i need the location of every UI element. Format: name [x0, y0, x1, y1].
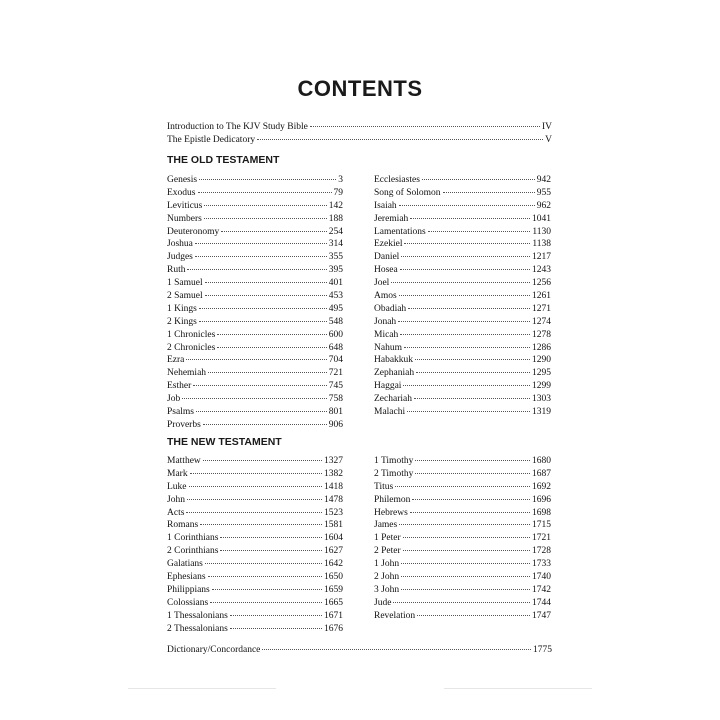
- toc-entry-page: 1728: [532, 546, 551, 557]
- toc-entry-title: 1 Corinthians: [167, 533, 219, 544]
- toc-entry-page: 1642: [324, 559, 343, 570]
- toc-entry[interactable]: [374, 558, 551, 571]
- dot-leader: [417, 615, 530, 616]
- toc-entry-title: 1 Peter: [374, 533, 401, 544]
- dot-leader: [193, 385, 326, 386]
- old-testament-heading: THE OLD TESTAMENT: [167, 154, 280, 166]
- toc-entry-page: 801: [328, 407, 343, 418]
- toc-entry-page: 955: [536, 187, 551, 198]
- toc-entry[interactable]: [167, 494, 343, 507]
- toc-entry-title: Mark: [167, 468, 188, 479]
- toc-entry-title: 1 Samuel: [167, 278, 203, 289]
- toc-entry-page: 1278: [532, 329, 551, 340]
- toc-entry[interactable]: [167, 277, 343, 290]
- toc-entry[interactable]: [167, 455, 343, 468]
- toc-entry-title: 2 John: [374, 572, 400, 583]
- toc-entry-title: Isaiah: [374, 200, 397, 211]
- toc-entry[interactable]: [167, 329, 343, 342]
- toc-entry[interactable]: [374, 354, 551, 367]
- toc-entry-page: 600: [328, 329, 343, 340]
- toc-entry[interactable]: [374, 174, 551, 187]
- toc-entry[interactable]: [167, 134, 552, 147]
- dot-leader: [410, 218, 530, 219]
- dot-leader: [395, 486, 530, 487]
- dot-leader: [401, 589, 530, 590]
- toc-entry[interactable]: [374, 213, 551, 226]
- toc-entry-page: 1523: [324, 507, 343, 518]
- toc-entry-title: Hosea: [374, 265, 398, 276]
- toc-entry-page: 1271: [532, 303, 551, 314]
- toc-entry-title: Nahum: [374, 342, 402, 353]
- new-testament-heading: THE NEW TESTAMENT: [167, 436, 282, 448]
- toc-entry[interactable]: [374, 468, 551, 481]
- dot-leader: [182, 398, 327, 399]
- toc-entry[interactable]: [167, 238, 343, 251]
- dot-leader: [399, 524, 530, 525]
- toc-entry[interactable]: [167, 187, 343, 200]
- toc-entry[interactable]: [374, 187, 551, 200]
- toc-entry-title: Acts: [167, 507, 185, 518]
- toc-entry-page: 704: [328, 355, 343, 366]
- toc-entry-page: 1604: [324, 533, 343, 544]
- toc-entry-page: 1130: [532, 226, 551, 237]
- dot-leader: [410, 512, 530, 513]
- old-testament-left-column: [167, 174, 343, 432]
- dot-leader: [186, 359, 326, 360]
- dot-leader: [203, 460, 322, 461]
- toc-entry-page: 1698: [532, 507, 551, 518]
- toc-entry[interactable]: [167, 584, 343, 597]
- dot-leader: [404, 243, 530, 244]
- toc-entry-title: Luke: [167, 481, 187, 492]
- dot-leader: [195, 256, 327, 257]
- dot-leader: [190, 473, 322, 474]
- dot-leader: [195, 243, 327, 244]
- dot-leader: [310, 126, 540, 127]
- toc-entry[interactable]: [374, 226, 551, 239]
- toc-entry-title: Psalms: [167, 407, 194, 418]
- dot-leader: [400, 269, 530, 270]
- toc-entry[interactable]: [167, 610, 343, 623]
- dot-leader: [391, 282, 530, 283]
- dot-leader: [205, 282, 327, 283]
- toc-entry-title: Obadiah: [374, 303, 407, 314]
- toc-entry[interactable]: [167, 519, 343, 532]
- footer-rule-right: [444, 688, 592, 689]
- toc-entry[interactable]: [167, 290, 343, 303]
- toc-entry[interactable]: [374, 545, 551, 558]
- dot-leader: [199, 321, 327, 322]
- toc-entry-title: Esther: [167, 381, 192, 392]
- toc-entry-title: Hebrews: [374, 507, 408, 518]
- toc-entry-page: 1478: [324, 494, 343, 505]
- toc-entry-page: 1692: [532, 481, 551, 492]
- toc-entry[interactable]: [374, 238, 551, 251]
- toc-entry[interactable]: [374, 277, 551, 290]
- toc-entry[interactable]: [374, 455, 551, 468]
- toc-entry[interactable]: [167, 419, 343, 432]
- toc-entry-title: Jeremiah: [374, 213, 409, 224]
- dot-leader: [400, 334, 530, 335]
- toc-entry-page: 1671: [324, 610, 343, 621]
- toc-entry-page: 942: [536, 175, 551, 185]
- toc-entry-page: 1261: [532, 291, 551, 302]
- dot-leader: [217, 334, 326, 335]
- dot-leader: [415, 473, 530, 474]
- toc-entry-title: 2 Thessalonians: [167, 623, 228, 634]
- toc-entry[interactable]: [374, 380, 551, 393]
- toc-entry[interactable]: [374, 597, 551, 610]
- dot-leader: [408, 308, 530, 309]
- toc-entry-title: Philemon: [374, 494, 411, 505]
- dot-leader: [257, 139, 543, 140]
- toc-entry[interactable]: [167, 213, 343, 226]
- toc-entry-page: 1775: [533, 645, 552, 655]
- toc-entry-page: 79: [333, 187, 343, 198]
- toc-entry-title: Jonah: [374, 316, 397, 327]
- dot-leader: [203, 424, 327, 425]
- toc-entry-title: Galatians: [167, 559, 203, 570]
- toc-entry[interactable]: [167, 251, 343, 264]
- toc-entry[interactable]: [374, 200, 551, 213]
- toc-entry[interactable]: [167, 545, 343, 558]
- toc-entry-title: John: [167, 494, 185, 505]
- toc-entry-title: Nehemiah: [167, 368, 207, 379]
- toc-entry-page: 758: [328, 394, 343, 405]
- toc-entry[interactable]: [167, 532, 343, 545]
- toc-entry-page: 1742: [532, 584, 551, 595]
- toc-entry[interactable]: [374, 367, 551, 380]
- toc-entry[interactable]: [167, 200, 343, 213]
- toc-entry-title: Amos: [374, 291, 397, 302]
- toc-entry-title: Genesis: [167, 175, 198, 185]
- toc-entry[interactable]: [167, 303, 343, 316]
- toc-entry[interactable]: [374, 303, 551, 316]
- dot-leader: [204, 218, 327, 219]
- dot-leader: [443, 192, 535, 193]
- toc-entry[interactable]: [167, 597, 343, 610]
- toc-entry-title: 3 John: [374, 584, 400, 595]
- dot-leader: [428, 231, 531, 232]
- dot-leader: [210, 602, 322, 603]
- toc-entry-page: 548: [328, 316, 343, 327]
- dictionary-list: [167, 644, 552, 657]
- toc-entry-page: V: [545, 134, 552, 145]
- toc-entry-page: 1715: [532, 520, 551, 531]
- toc-entry-title: Malachi: [374, 407, 406, 418]
- toc-entry-title: Ecclesiastes: [374, 175, 420, 185]
- toc-entry-title: Daniel: [374, 252, 400, 263]
- toc-entry-page: 495: [328, 303, 343, 314]
- toc-entry[interactable]: [167, 481, 343, 494]
- toc-entry[interactable]: [167, 507, 343, 520]
- toc-entry-page: 1290: [532, 355, 551, 366]
- toc-entry-title: Philippians: [167, 584, 210, 595]
- toc-entry-page: 1243: [532, 265, 551, 276]
- toc-entry-page: 355: [328, 252, 343, 263]
- toc-entry-title: Judges: [167, 252, 193, 263]
- toc-entry[interactable]: [374, 290, 551, 303]
- toc-entry-title: Leviticus: [167, 200, 203, 211]
- toc-entry-title: Job: [167, 394, 181, 405]
- dot-leader: [398, 321, 530, 322]
- toc-entry-title: 1 Timothy: [374, 456, 414, 466]
- toc-entry-title: 2 Kings: [167, 316, 197, 327]
- dot-leader: [217, 347, 326, 348]
- toc-entry-page: 1274: [532, 316, 551, 327]
- toc-entry[interactable]: [167, 174, 343, 187]
- toc-entry-title: Titus: [374, 481, 394, 492]
- dot-leader: [205, 563, 322, 564]
- toc-entry[interactable]: [374, 406, 551, 419]
- toc-entry-page: 1744: [532, 597, 551, 608]
- toc-entry[interactable]: [374, 393, 551, 406]
- toc-entry-page: 1659: [324, 584, 343, 595]
- toc-entry-page: 1721: [532, 533, 551, 544]
- toc-entry-page: 1740: [532, 572, 551, 583]
- toc-entry-page: 906: [328, 419, 343, 430]
- dot-leader: [401, 563, 530, 564]
- toc-entry-title: 2 Samuel: [167, 291, 203, 302]
- toc-entry-page: 1295: [532, 368, 551, 379]
- toc-entry-page: 721: [328, 368, 343, 379]
- dot-leader: [401, 256, 530, 257]
- toc-entry-title: Zechariah: [374, 394, 412, 405]
- toc-entry[interactable]: [374, 316, 551, 329]
- toc-entry[interactable]: [167, 380, 343, 393]
- dot-leader: [230, 628, 322, 629]
- toc-entry-title: 1 Kings: [167, 303, 197, 314]
- dot-leader: [198, 192, 332, 193]
- dot-leader: [204, 205, 326, 206]
- toc-entry[interactable]: [167, 226, 343, 239]
- toc-entry-page: 1418: [324, 481, 343, 492]
- toc-entry[interactable]: [167, 121, 552, 134]
- dot-leader: [404, 347, 530, 348]
- toc-entry-title: Romans: [167, 520, 199, 531]
- dot-leader: [412, 499, 530, 500]
- toc-entry-page: 1687: [532, 468, 551, 479]
- toc-entry[interactable]: [167, 571, 343, 584]
- toc-entry-page: 1665: [324, 597, 343, 608]
- dot-leader: [220, 537, 322, 538]
- toc-entry-title: Matthew: [167, 456, 201, 466]
- toc-entry-title: 2 Peter: [374, 546, 401, 557]
- page-title: CONTENTS: [297, 76, 423, 101]
- toc-entry-title: 2 Corinthians: [167, 546, 219, 557]
- new-testament-left-column: [167, 455, 343, 635]
- dot-leader: [407, 411, 530, 412]
- dot-leader: [414, 398, 530, 399]
- dot-leader: [186, 512, 322, 513]
- toc-entry-page: 395: [328, 265, 343, 276]
- toc-entry-page: 1650: [324, 572, 343, 583]
- toc-entry-page: 1319: [532, 407, 551, 418]
- toc-entry[interactable]: [167, 354, 343, 367]
- dot-leader: [399, 205, 535, 206]
- toc-entry[interactable]: [374, 494, 551, 507]
- toc-entry-page: 1627: [324, 546, 343, 557]
- dot-leader: [422, 179, 535, 180]
- toc-entry-title: Lamentations: [374, 226, 426, 237]
- toc-entry-title: Ephesians: [167, 572, 206, 583]
- toc-entry-title: Jude: [374, 597, 392, 608]
- toc-entry-title: 2 Timothy: [374, 468, 414, 479]
- toc-entry-page: 1327: [324, 456, 343, 466]
- dot-leader: [200, 524, 322, 525]
- toc-entry-title: Song of Solomon: [374, 187, 441, 198]
- toc-entry-title: Ezra: [167, 355, 185, 366]
- toc-entry-title: Habakkuk: [374, 355, 414, 366]
- toc-entry-page: 401: [328, 278, 343, 289]
- toc-entry-page: IV: [541, 122, 552, 132]
- toc-entry-page: 1680: [532, 456, 551, 466]
- toc-entry-page: 1138: [532, 239, 551, 250]
- new-testament-right-column: [374, 455, 551, 623]
- toc-entry-title: Proverbs: [167, 419, 201, 430]
- toc-entry-title: 1 Thessalonians: [167, 610, 228, 621]
- toc-entry[interactable]: [167, 367, 343, 380]
- dot-leader: [262, 649, 531, 650]
- toc-entry-title: Revelation: [374, 610, 416, 621]
- toc-entry[interactable]: [167, 393, 343, 406]
- dot-leader: [189, 486, 322, 487]
- dot-leader: [205, 295, 327, 296]
- toc-entry-title: Dictionary/Concordance: [167, 645, 261, 655]
- toc-entry[interactable]: [374, 519, 551, 532]
- toc-entry[interactable]: [374, 264, 551, 277]
- toc-entry-title: Joel: [374, 278, 390, 289]
- toc-entry-title: Exodus: [167, 187, 196, 198]
- dot-leader: [208, 576, 322, 577]
- toc-entry-page: 453: [328, 291, 343, 302]
- toc-entry-title: The Epistle Dedicatory: [167, 134, 256, 145]
- dot-leader: [208, 372, 327, 373]
- toc-entry-title: 1 John: [374, 559, 400, 570]
- toc-entry[interactable]: [167, 316, 343, 329]
- toc-entry[interactable]: [374, 507, 551, 520]
- toc-entry-page: 1581: [324, 520, 343, 531]
- toc-entry-title: Ezekiel: [374, 239, 403, 250]
- toc-entry[interactable]: [167, 644, 552, 657]
- dot-leader: [221, 231, 327, 232]
- toc-entry-page: 3: [338, 175, 343, 185]
- toc-entry-title: Micah: [374, 329, 399, 340]
- dot-leader: [196, 411, 327, 412]
- toc-entry-page: 142: [328, 200, 343, 211]
- toc-entry-title: James: [374, 520, 398, 531]
- toc-entry-page: 1217: [532, 252, 551, 263]
- toc-entry-page: 1299: [532, 381, 551, 392]
- toc-entry-page: 1256: [532, 278, 551, 289]
- toc-entry-title: Introduction to The KJV Study Bible: [167, 122, 308, 132]
- toc-entry[interactable]: [167, 342, 343, 355]
- old-testament-right-column: [374, 174, 551, 419]
- dot-leader: [415, 359, 530, 360]
- toc-entry-title: 1 Chronicles: [167, 329, 216, 340]
- dot-leader: [220, 550, 322, 551]
- intro-list: [167, 121, 552, 147]
- toc-entry[interactable]: [374, 481, 551, 494]
- toc-entry[interactable]: [167, 406, 343, 419]
- toc-entry-page: 188: [328, 213, 343, 224]
- toc-entry[interactable]: [374, 251, 551, 264]
- toc-entry-page: 1676: [324, 623, 343, 634]
- toc-entry-title: Haggai: [374, 381, 402, 392]
- toc-entry[interactable]: [167, 468, 343, 481]
- toc-entry-page: 254: [328, 226, 343, 237]
- dot-leader: [416, 372, 530, 373]
- toc-entry-title: 2 Chronicles: [167, 342, 216, 353]
- toc-entry[interactable]: [167, 623, 343, 636]
- dot-leader: [230, 615, 322, 616]
- toc-entry[interactable]: [374, 532, 551, 545]
- toc-entry-page: 1696: [532, 494, 551, 505]
- dot-leader: [415, 460, 530, 461]
- footer-rule-left: [128, 688, 276, 689]
- dot-leader: [212, 589, 322, 590]
- toc-entry-page: 1286: [532, 342, 551, 353]
- toc-entry-page: 1041: [532, 213, 551, 224]
- dot-leader: [403, 385, 530, 386]
- toc-entry-page: 648: [328, 342, 343, 353]
- dot-leader: [399, 295, 530, 296]
- dot-leader: [199, 308, 327, 309]
- dot-leader: [403, 550, 530, 551]
- toc-entry[interactable]: [167, 558, 343, 571]
- dot-leader: [199, 179, 336, 180]
- toc-entry-title: Ruth: [167, 265, 186, 276]
- toc-entry-page: 745: [328, 381, 343, 392]
- toc-entry[interactable]: [374, 342, 551, 355]
- toc-entry[interactable]: [167, 264, 343, 277]
- dot-leader: [187, 269, 326, 270]
- dot-leader: [187, 499, 322, 500]
- toc-entry-title: Joshua: [167, 239, 193, 250]
- toc-entry-page: 1382: [324, 468, 343, 479]
- dot-leader: [403, 537, 530, 538]
- toc-entry-page: 1303: [532, 394, 551, 405]
- dot-leader: [393, 602, 530, 603]
- toc-entry[interactable]: [374, 610, 551, 623]
- toc-entry-title: Zephaniah: [374, 368, 415, 379]
- dot-leader: [401, 576, 530, 577]
- toc-entry-title: Deuteronomy: [167, 226, 220, 237]
- toc-entry-title: Colossians: [167, 597, 209, 608]
- toc-entry[interactable]: [374, 584, 551, 597]
- toc-entry-page: 1733: [532, 559, 551, 570]
- toc-entry-page: 314: [328, 239, 343, 250]
- toc-entry-title: Numbers: [167, 213, 202, 224]
- toc-entry[interactable]: [374, 571, 551, 584]
- toc-entry[interactable]: [374, 329, 551, 342]
- toc-entry-page: 1747: [532, 610, 551, 621]
- toc-entry-page: 962: [536, 200, 551, 211]
